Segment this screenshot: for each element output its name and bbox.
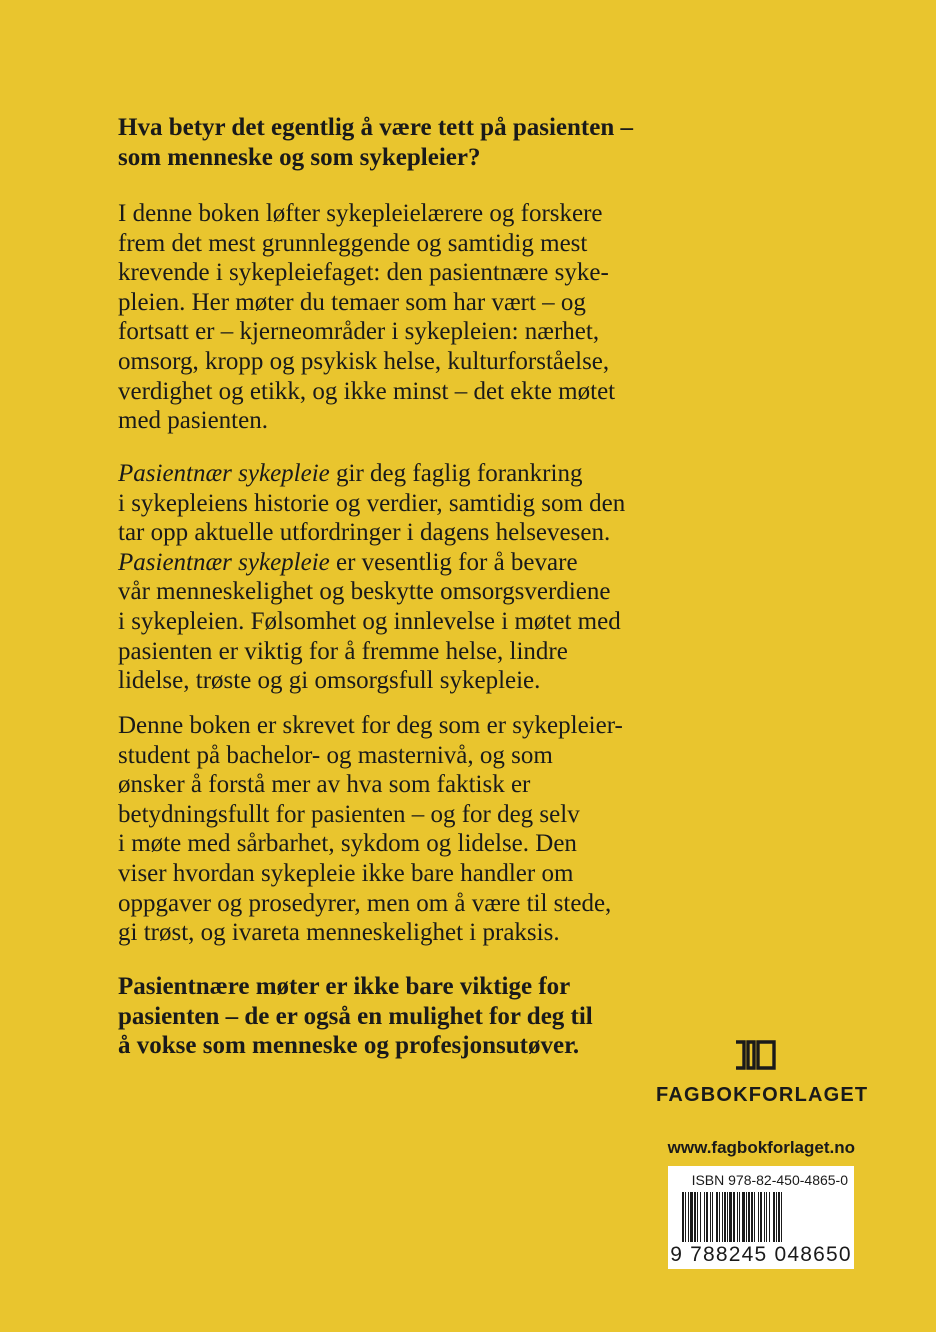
outro-line: å vokse som menneske og profesjonsutøver. [118, 1032, 580, 1060]
barcode-bar [700, 1192, 701, 1242]
text-line: oppgaver og prosedyrer, men om å være til stede, [118, 889, 612, 917]
barcode-bar [764, 1192, 765, 1242]
publisher-logo [656, 1040, 869, 1107]
book-title-italic: Pasientnær sykepleie [118, 548, 330, 576]
barcode-bar [742, 1192, 745, 1242]
intro-question [118, 113, 658, 172]
text-line: lidelse, trøste og gi omsorgsfull sykepleie. [118, 667, 541, 695]
text-line: student på bachelor- og masternivå, og som [118, 741, 553, 769]
barcode-bar [748, 1192, 750, 1242]
barcode-bar [710, 1192, 711, 1242]
barcode-bar [739, 1192, 740, 1242]
text-fragment: er vesentlig for å bevare [329, 548, 578, 576]
intro-line: som menneske og som sykepleier? [118, 143, 481, 171]
barcode-bar [758, 1192, 759, 1242]
outro-line: pasienten – de er også en mulighet for deg til [118, 1002, 593, 1030]
description-paragraph-1 [118, 199, 658, 436]
text-line [118, 548, 658, 578]
barcode-bars [682, 1192, 848, 1242]
text-line: I denne boken løfter sykepleielærere og forskere [118, 200, 603, 227]
barcode-bar [706, 1192, 708, 1242]
barcode-bar [778, 1192, 780, 1242]
outro-line: Pasientnære møter er ikke bare viktige for [118, 973, 571, 1000]
barcode-bar [776, 1192, 777, 1242]
barcode-bar [754, 1192, 755, 1242]
barcode-bar [716, 1192, 718, 1242]
publisher-website: www.fagbokforlaget.no [667, 1138, 855, 1157]
barcode-bar [694, 1192, 696, 1242]
barcode-bar [712, 1192, 713, 1242]
text-line: fortsatt er – kjerneområder i sykepleien: nærhet, [118, 318, 600, 346]
barcode-bar [682, 1192, 684, 1242]
barcode-bar [688, 1192, 689, 1242]
barcode-bar [760, 1192, 762, 1242]
text-line: verdighet og etikk, og ikke minst – det ekte møtet [118, 377, 616, 405]
barcode-bar [719, 1192, 720, 1242]
text-line: viser hvordan sykepleie ikke bare handler om [118, 859, 574, 887]
barcode-bar [690, 1192, 693, 1242]
text-line: Denne boken er skrevet for deg som er sykepleier- [118, 712, 623, 739]
text-line [118, 459, 658, 489]
barcode-bar [697, 1192, 698, 1242]
text-line: vår menneskelighet og beskytte omsorgsverdiene [118, 578, 611, 606]
text-line: tar opp aktuelle utfordringer i dagens helsevesen. [118, 519, 611, 547]
text-line: frem det mest grunnleggende og samtidig mest [118, 229, 588, 257]
barcode-bar [746, 1192, 747, 1242]
book-outline-icon [734, 1040, 776, 1070]
barcode-bar [773, 1192, 775, 1242]
barcode-digits: 9 788245 048650 [670, 1243, 852, 1266]
barcode-bar [727, 1192, 728, 1242]
text-line: i møte med sårbarhet, sykdom og lidelse. Den [118, 830, 577, 858]
text-line: med pasienten. [118, 407, 268, 435]
closing-statement [118, 972, 658, 1061]
text-line: gi trøst, og ivareta menneskelighet i praksis. [118, 919, 560, 947]
text-line: betydningsfullt for pasienten – og for deg selv [118, 800, 580, 828]
isbn-barcode [668, 1166, 854, 1269]
text-fragment: gir deg faglig forankring [329, 460, 583, 487]
text-line: ønsker å forstå mer av hva som faktisk er [118, 771, 531, 799]
barcode-bar [685, 1192, 686, 1242]
barcode-bar [751, 1192, 753, 1242]
text-line: omsorg, kropp og psykisk helse, kulturforståelse, [118, 347, 610, 375]
text-line: i sykepleien. Følsomhet og innlevelse i møtet med [118, 607, 621, 635]
isbn-label: ISBN 978-82-450-4865-0 [691, 1172, 848, 1188]
publisher-name: FAGBOKFORLAGET [656, 1084, 869, 1106]
text-line: i sykepleiens historie og verdier, samtidig som den [118, 489, 626, 517]
description-paragraph-3 [118, 711, 658, 948]
barcode-bar [722, 1192, 723, 1242]
description-paragraph-2 [118, 459, 658, 696]
barcode-bar [704, 1192, 705, 1242]
barcode-bar [724, 1192, 726, 1242]
text-line: krevende i sykepleiefaget: den pasientnære syke- [118, 259, 609, 287]
barcode-bar [737, 1192, 738, 1242]
text-line: pasienten er viktig for å fremme helse, lindre [118, 637, 568, 665]
text-line: pleien. Her møter du temaer som har vært – og [118, 288, 586, 316]
barcode-bar [729, 1192, 732, 1242]
book-title-italic: Pasientnær sykepleie [118, 460, 330, 487]
barcode-bar [781, 1192, 782, 1242]
barcode-bar [733, 1192, 735, 1242]
barcode-bar [766, 1192, 767, 1242]
barcode-bar [769, 1192, 770, 1242]
intro-line: Hva betyr det egentlig å være tett på pasienten – [118, 114, 633, 141]
